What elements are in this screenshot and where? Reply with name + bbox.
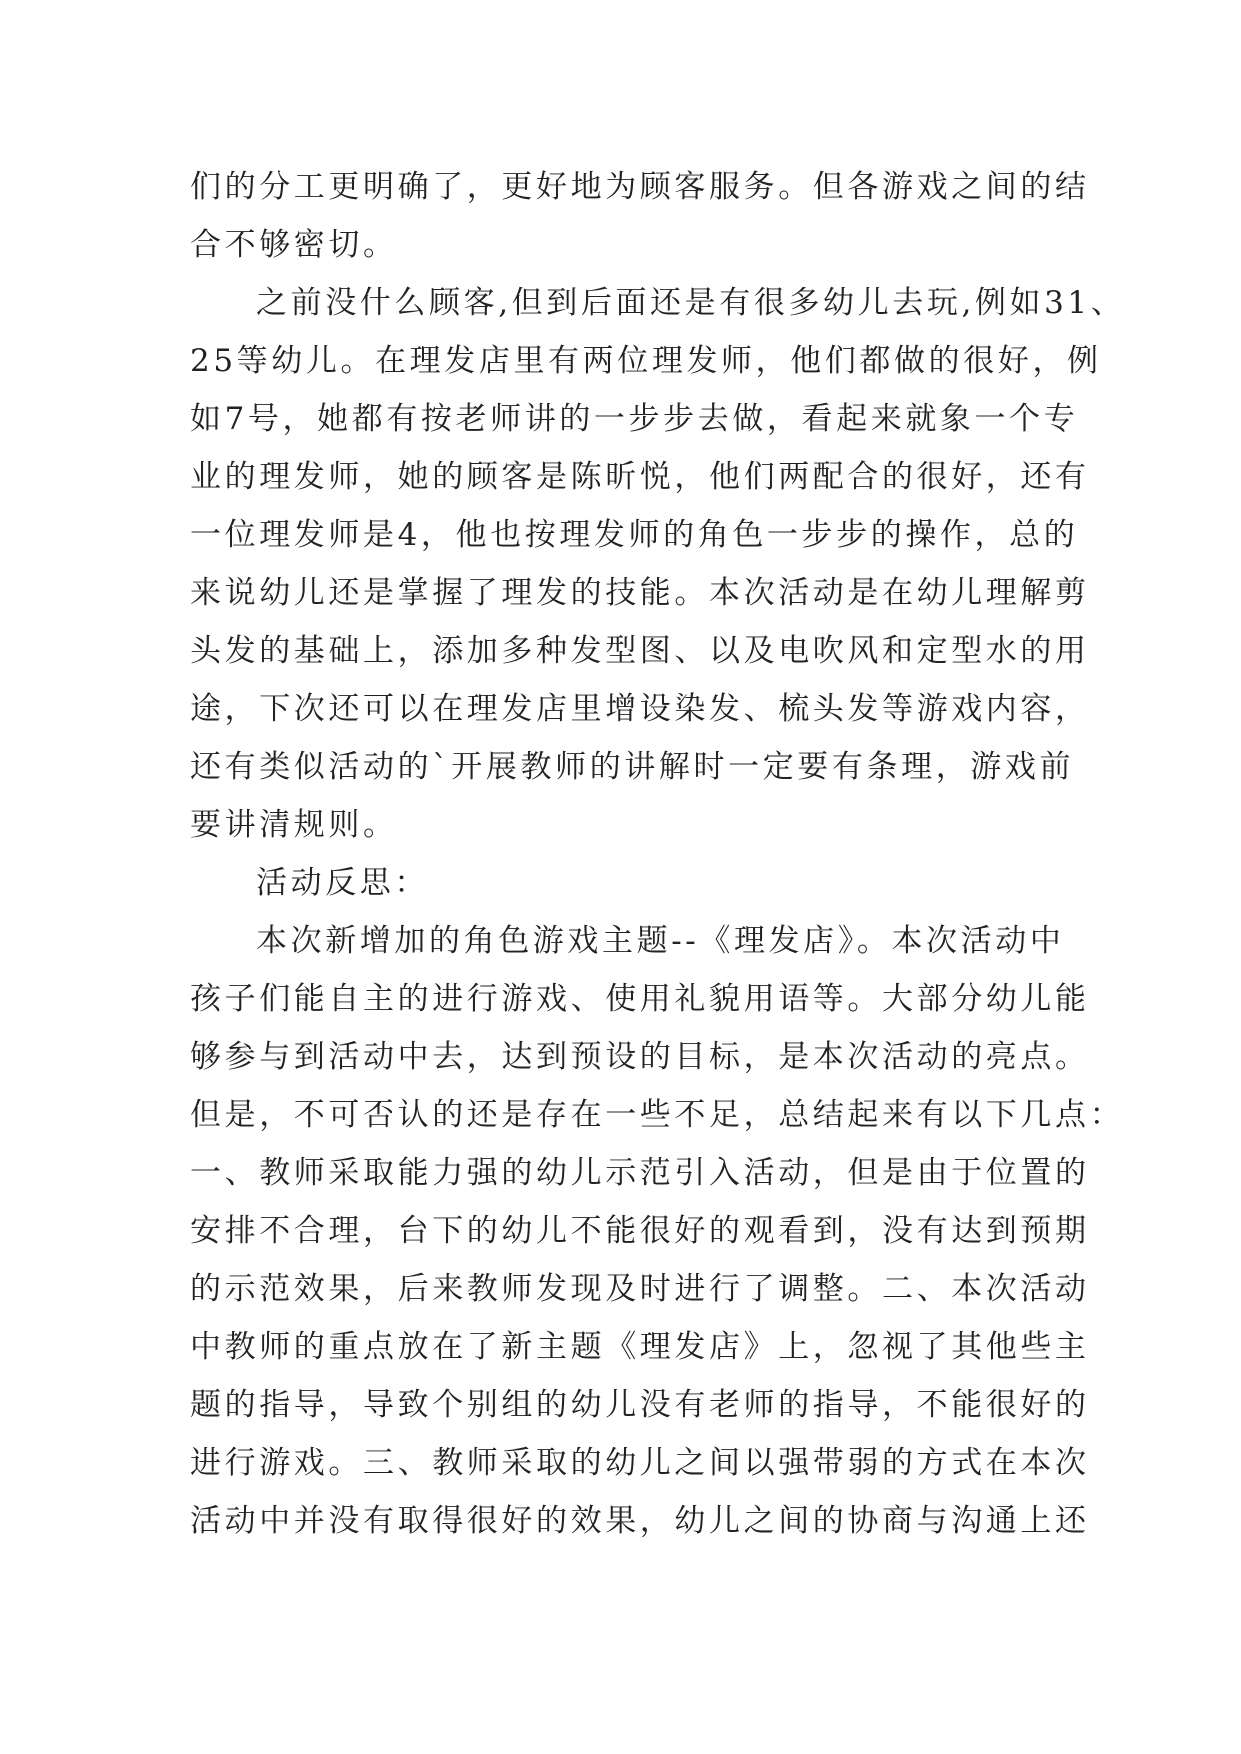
- body-text: [190, 158, 1126, 1550]
- text-line: 一位理发师是4，他也按理发师的角色一步步的操作，总的: [190, 517, 1079, 553]
- text-line: 来说幼儿还是掌握了理发的技能。本次活动是在幼儿理解剪: [190, 575, 1090, 611]
- text-line: 进行游戏。三、教师采取的幼儿之间以强带弱的方式在本次: [190, 1445, 1090, 1481]
- text-line: 题的指导，导致个别组的幼儿没有老师的指导，不能很好的: [190, 1387, 1090, 1423]
- text-line: 安排不合理，台下的幼儿不能很好的观看到，没有达到预期: [190, 1213, 1090, 1249]
- text-line: 还有类似活动的`开展教师的讲解时一定要有条理，游戏前: [190, 749, 1075, 785]
- text-line: 要讲清规则。: [190, 807, 398, 843]
- text-line: 业的理发师，她的顾客是陈昕悦，他们两配合的很好，还有: [190, 459, 1090, 495]
- text-line: 途，下次还可以在理发店里增设染发、梳头发等游戏内容，: [190, 691, 1090, 727]
- text-line: 但是，不可否认的还是存在一些不足，总结起来有以下几点：: [190, 1097, 1125, 1133]
- text-line: 头发的基础上，添加多种发型图、以及电吹风和定型水的用: [190, 633, 1090, 669]
- paragraph-start: 之前没什么顾客,但到后面还是有很多幼儿去玩,例如31、: [256, 285, 1126, 321]
- text-line: 的示范效果，后来教师发现及时进行了调整。二、本次活动: [190, 1271, 1090, 1307]
- text-line: 够参与到活动中去，达到预设的目标，是本次活动的亮点。: [190, 1039, 1090, 1075]
- text-line: 合不够密切。: [190, 227, 398, 263]
- text-line: 25等幼儿。在理发店里有两位理发师，他们都做的很好，例: [190, 343, 1102, 379]
- text-line: 一、教师采取能力强的幼儿示范引入活动，但是由于位置的: [190, 1155, 1090, 1191]
- text-line: 活动中并没有取得很好的效果，幼儿之间的协商与沟通上还: [190, 1503, 1090, 1539]
- text-line: 们的分工更明确了，更好地为顾客服务。但各游戏之间的结: [190, 169, 1090, 205]
- paragraph-start: 本次新增加的角色游戏主题--《理发店》。本次活动中: [256, 923, 1065, 959]
- section-heading: 活动反思：: [256, 865, 429, 901]
- text-line: 如7号，她都有按老师讲的一步步去做，看起来就象一个专: [190, 401, 1079, 437]
- text-line: 孩子们能自主的进行游戏、使用礼貌用语等。大部分幼儿能: [190, 981, 1090, 1017]
- text-line: 中教师的重点放在了新主题《理发店》上，忽视了其他些主: [190, 1329, 1090, 1365]
